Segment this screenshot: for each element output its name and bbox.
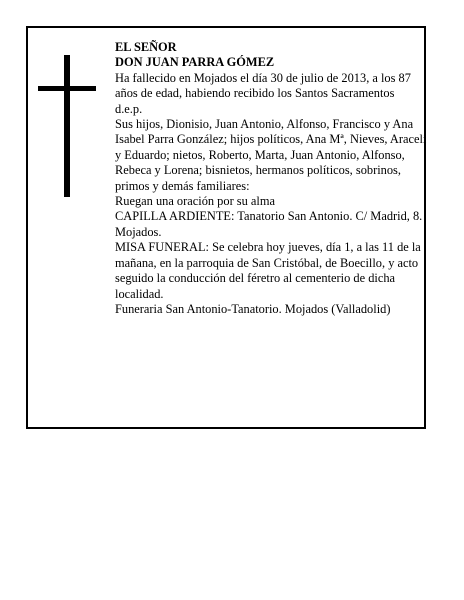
cross-icon — [38, 55, 96, 197]
cross-horizontal-bar — [38, 86, 96, 91]
rip-text: d.e.p. — [115, 101, 143, 116]
funeral-home-info: Funeraria San Antonio-Tanatorio. Mojados (Valladolid) — [115, 301, 391, 316]
funeral-chapel-info: CAPILLA ARDIENTE: Tanatorio San Antonio. C/ Madrid, 8. Mojados. — [115, 209, 423, 239]
notice-heading-title: EL SEÑOR — [115, 40, 177, 54]
death-announcement: Ha fallecido en Mojados el día 30 de julio de 2013, a los 87 años de edad, habiendo recibido los Santos Sacramentos — [115, 70, 411, 101]
cross-vertical-bar — [64, 55, 70, 197]
family-list: Sus hijos, Dionisio, Juan Antonio, Alfonso, Francisco y Ana Isabel Parra González; hijos políticos, Ana Mª, Nieves, Araceli y Eduardo; nietos, Roberto, Marta, Juan Antonio, Alfonso, Rebeca y Lorena; bisnietos, hermanos políticos, sobrinos, primos y demás familiares: — [115, 117, 427, 193]
funeral-mass-info: MISA FUNERAL: Se celebra hoy jueves, día 1, a las 11 de la mañana, en la parroquia de San Cristóbal, de Boecillo, y acto seguido la conducción del féretro al cementerio de dicha localidad. — [115, 240, 421, 301]
deceased-name: DON JUAN PARRA GÓMEZ — [115, 55, 275, 70]
prayer-request: Ruegan una oración por su alma — [115, 194, 275, 209]
notice-text — [115, 40, 427, 317]
